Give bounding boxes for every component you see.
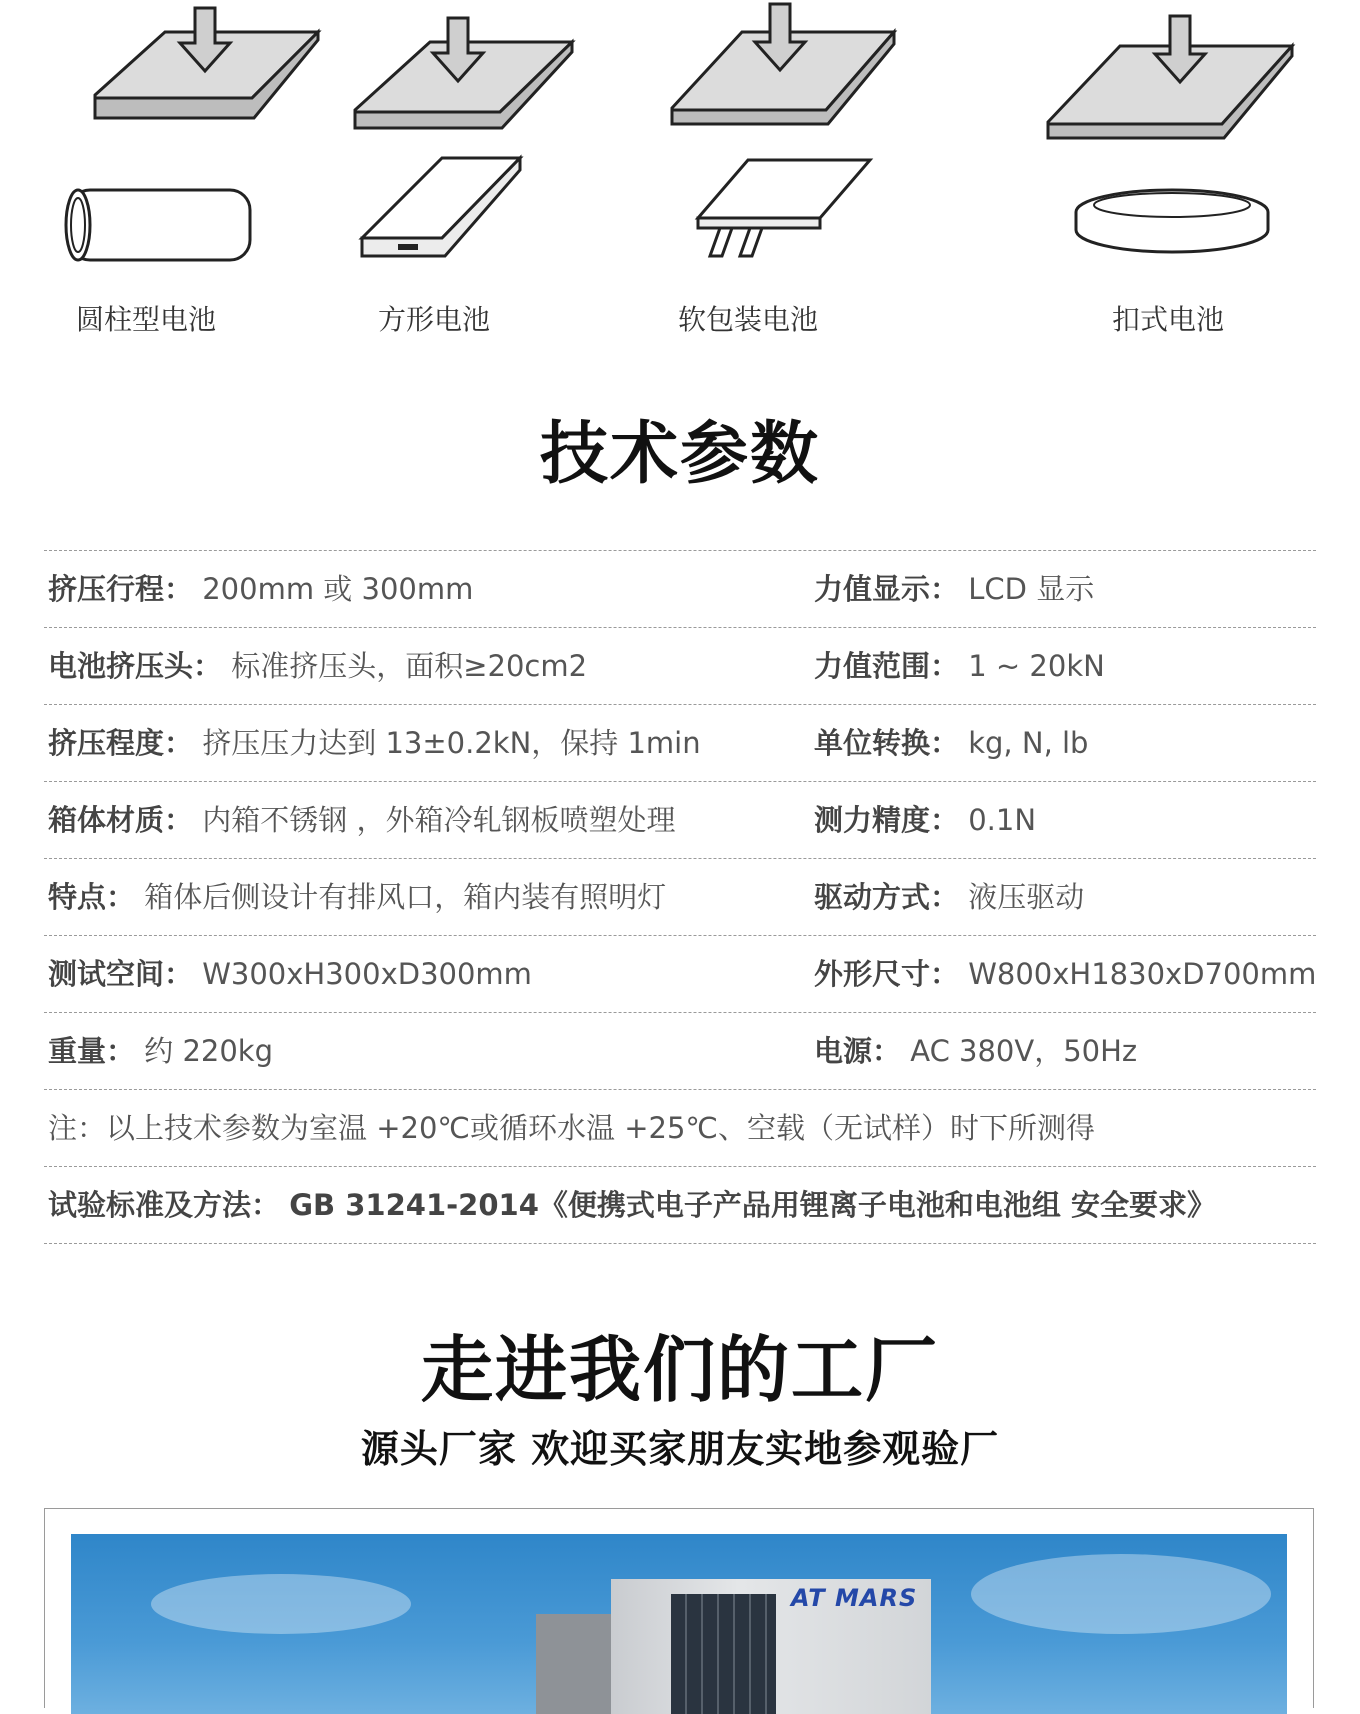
spec-key: 电源： (814, 1034, 902, 1068)
battery-type-prismatic (350, 0, 690, 360)
factory-photo (71, 1534, 1287, 1714)
spec-cell-left (48, 628, 587, 704)
battery-types-row (0, 0, 1360, 360)
spec-row (44, 1012, 1316, 1089)
spec-key: 箱体材质： (48, 803, 194, 837)
coin-battery-illustration (1010, 0, 1310, 280)
spec-cell-left (48, 705, 701, 781)
spec-value: W800xH1830xD700mm (968, 957, 1317, 991)
spec-cell-left (48, 859, 666, 935)
battery-type-pouch (670, 0, 1010, 360)
spec-cell-left (48, 1013, 273, 1089)
spec-row (44, 781, 1316, 858)
battery-label-coin: 扣式电池 (1112, 303, 1225, 336)
prismatic-battery-illustration (350, 0, 650, 280)
spec-cell-left (48, 551, 473, 627)
spec-row (44, 704, 1316, 781)
factory-photo-frame (44, 1508, 1314, 1708)
spec-cell-right (814, 551, 1094, 627)
spec-cell-right (814, 705, 1088, 781)
spec-value: kg, N, lb (968, 726, 1089, 760)
tech-section-title: 技术参数 (539, 415, 820, 494)
spec-cell-right (814, 859, 1084, 935)
spec-value: LCD 显示 (968, 572, 1095, 606)
spec-key: 测力精度： (814, 803, 960, 837)
cylinder-battery-illustration (40, 0, 340, 280)
spec-value: 0.1N (968, 803, 1037, 837)
battery-type-cylinder (40, 0, 380, 360)
spec-standard-value: GB 31241-2014《便携式电子产品用锂离子电池和电池组 安全要求》 (289, 1188, 1216, 1222)
battery-label-prismatic: 方形电池 (378, 303, 491, 336)
spec-row (44, 550, 1316, 627)
spec-value: 约 220kg (144, 1034, 274, 1068)
spec-cell-right (814, 628, 1105, 704)
spec-standard-key: 试验标准及方法： (48, 1188, 281, 1222)
spec-key: 重量： (48, 1034, 136, 1068)
factory-building-windows (671, 1594, 776, 1714)
factory-section-subtitle: 源头厂家 欢迎买家朋友实地参观验厂 (360, 1427, 1000, 1471)
spec-value: AC 380V，50Hz (910, 1034, 1138, 1068)
factory-section-title: 走进我们的工厂 (420, 1328, 939, 1412)
spec-key: 单位转换： (814, 726, 960, 760)
spec-value: 内箱不锈钢 ，外箱冷轧钢板喷塑处理 (202, 803, 676, 837)
spec-key: 特点： (48, 880, 136, 914)
spec-standard-row (44, 1166, 1316, 1244)
spec-value: W300xH300xD300mm (202, 957, 532, 991)
spec-cell-right (814, 1013, 1137, 1089)
spec-value: 1 ~ 20kN (968, 649, 1105, 683)
battery-label-pouch: 软包装电池 (678, 303, 819, 336)
pouch-battery-illustration (670, 0, 970, 280)
spec-key: 力值显示： (814, 572, 960, 606)
factory-building-side (536, 1614, 616, 1714)
spec-value: 挤压压力达到 13±0.2kN，保持 1min (202, 726, 701, 760)
spec-row (44, 627, 1316, 704)
spec-cell-left (48, 936, 532, 1012)
battery-label-cylinder: 圆柱型电池 (76, 303, 217, 336)
factory-building-sign: AT MARS (791, 1584, 918, 1612)
spec-value: 箱体后侧设计有排风口，箱内装有照明灯 (144, 880, 667, 914)
spec-value: 液压驱动 (968, 880, 1085, 914)
spec-key: 力值范围： (814, 649, 960, 683)
spec-key: 电池挤压头： (48, 649, 223, 683)
spec-table (44, 550, 1316, 1244)
battery-type-coin (1010, 0, 1350, 360)
spec-key: 挤压行程： (48, 572, 194, 606)
spec-value: 标准挤压头，面积≥20cm2 (231, 649, 588, 683)
spec-note: 注：以上技术参数为室温 +20℃或循环水温 +25℃、空载（无试样）时下所测得 (48, 1111, 1095, 1145)
spec-cell-left (48, 782, 675, 858)
spec-cell-right (814, 782, 1036, 858)
spec-cell-right (814, 936, 1316, 1012)
spec-key: 驱动方式： (814, 880, 960, 914)
spec-key: 测试空间： (48, 957, 194, 991)
spec-value: 200mm 或 300mm (202, 572, 474, 606)
spec-key: 外形尺寸： (814, 957, 960, 991)
spec-row (44, 858, 1316, 935)
spec-key: 挤压程度： (48, 726, 194, 760)
spec-row (44, 935, 1316, 1012)
spec-note-row (44, 1089, 1316, 1166)
